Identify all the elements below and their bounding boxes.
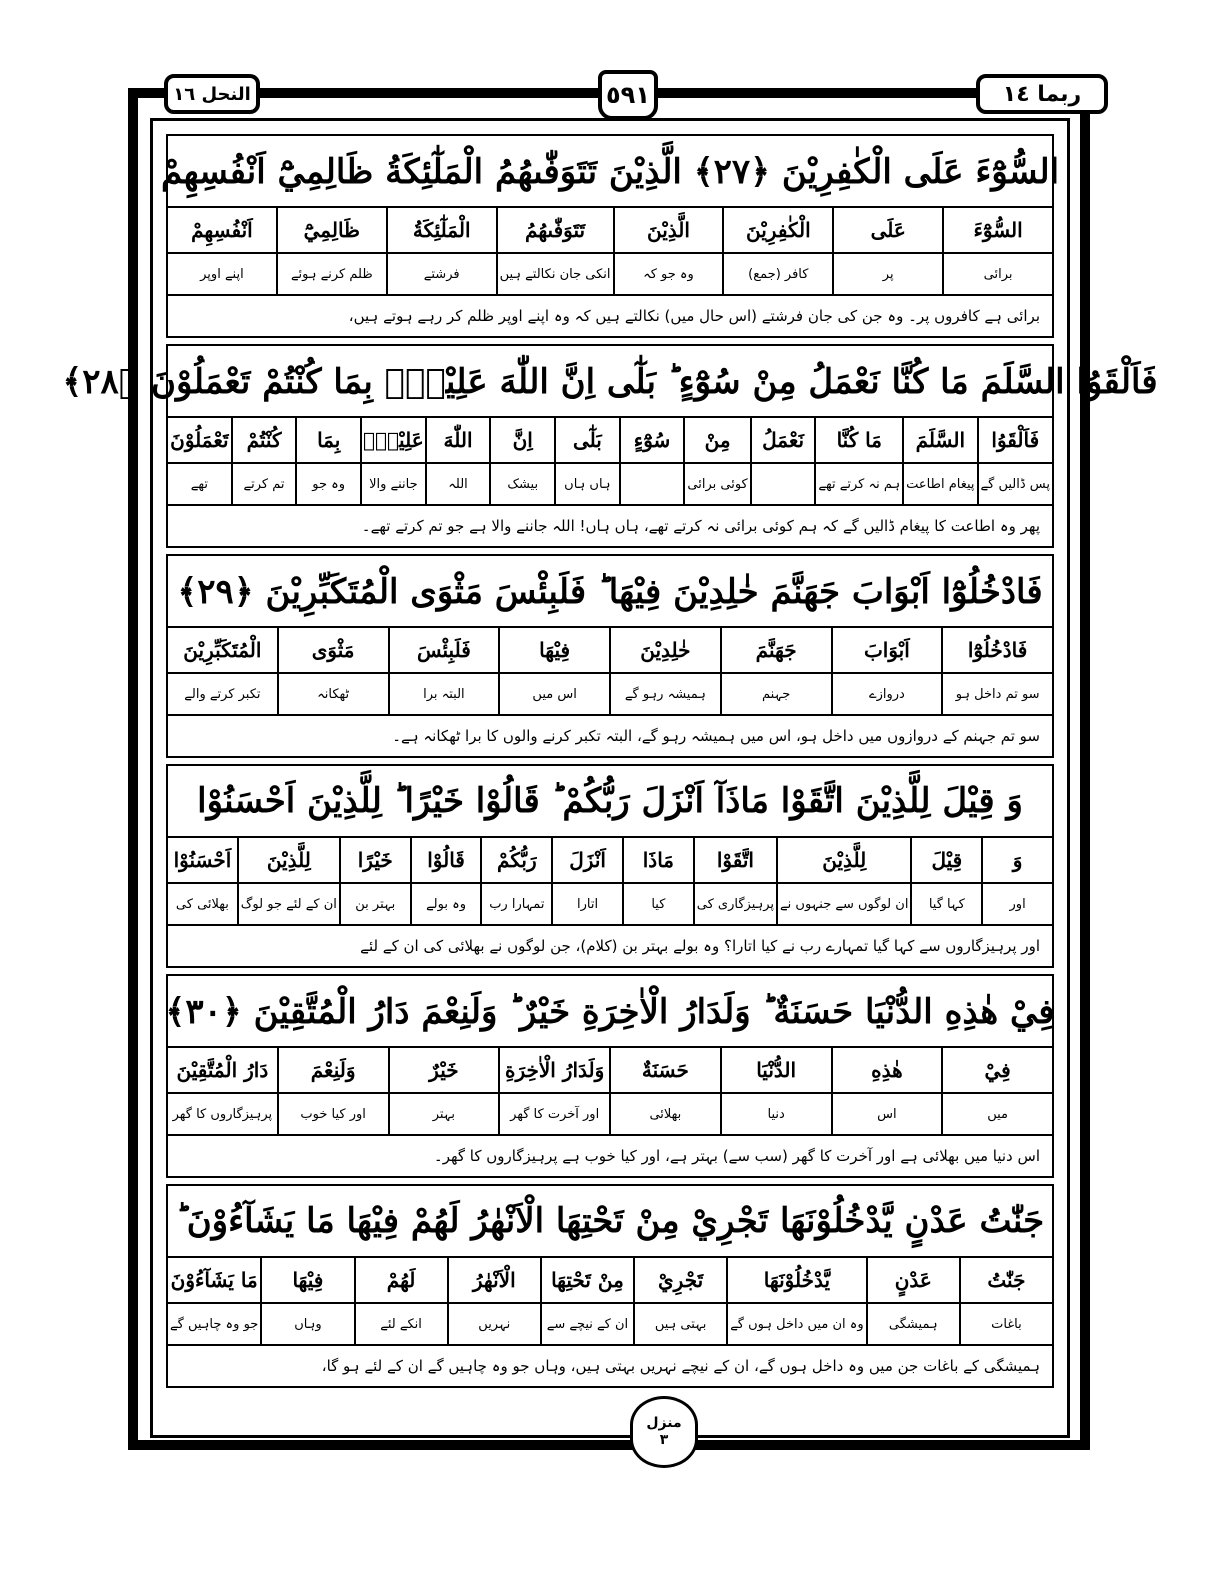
word-meaning: ہمیشگی: [888, 1316, 938, 1332]
translation-text: اور پرہیزگاروں سے کہا گیا تمہارے رب نے کیا اتارا؟ وہ بولے بہتر بن (کلام)، جن لوگوں نے بھلائی کی ان کے لئے: [166, 924, 1054, 968]
word-meaning: اتارا: [577, 896, 599, 912]
word-cell: [339, 838, 410, 924]
word-cell: [910, 838, 981, 924]
arabic-word: قِيْلَ: [912, 838, 981, 884]
word-meaning: البتہ برا: [423, 686, 465, 702]
word-meaning: نہریں: [478, 1316, 511, 1332]
arabic-word: اَنْزَلَ: [553, 838, 622, 884]
word-meaning: سو تم داخل ہو: [955, 686, 1040, 702]
word-meaning: بہتی ہیں: [654, 1316, 707, 1332]
word-meaning: وہ ان میں داخل ہوں گے: [730, 1316, 864, 1332]
word-meaning: اس: [877, 1106, 897, 1122]
verse-block: [166, 554, 1054, 758]
ayah-text: فِيْ هٰذِهِ الدُّنْيَا حَسَنَةٌ ؕ وَلَدَارُ الْاٰخِرَةِ خَيْرٌ ؕ وَلَنِعْمَ دَارُ الْمُتَّقِيْنَ ﴿٣٠﴾: [166, 974, 1054, 1046]
word-meaning: ظلم کرنے ہوئے: [290, 266, 373, 282]
word-cell: [260, 1258, 353, 1344]
ayah-text: السُّوْٓءَ عَلَى الْكٰفِرِيْنَ ﴿٢٧﴾ الَّذِيْنَ تَتَوَفّٰىهُمُ الْمَلٰٓئِكَةُ ظَالِمِيْٓ اَنْفُسِهِمْ: [166, 134, 1054, 206]
arabic-word: وَلَدَارُ الْاٰخِرَةِ: [500, 1048, 609, 1094]
word-meaning: ہم نہ کرتے تھے: [818, 476, 901, 492]
ayah-text: فَادْخُلُوْٓا اَبْوَابَ جَهَنَّمَ خٰلِدِيْنَ فِيْهَا ؕ فَلَبِئْسَ مَثْوَى الْمُتَكَبِّرِيْنَ ﴿٢٩﴾: [166, 554, 1054, 626]
verse-block: [166, 1184, 1054, 1388]
word-cell: [613, 208, 723, 294]
arabic-word: فَاَلْقَوُا: [979, 418, 1052, 464]
arabic-word: السُّوْٓءَ: [944, 208, 1052, 254]
arabic-word: تَجْرِيْ: [635, 1258, 726, 1304]
arabic-word: رَبُّكُمْ: [482, 838, 551, 884]
arabic-word: الْكٰفِرِيْنَ: [724, 208, 832, 254]
word-cell: [633, 1258, 726, 1344]
verse-block: [62, 344, 1158, 548]
word-meaning: پر: [882, 266, 894, 282]
word-meaning: تم کرتے: [243, 476, 285, 492]
word-cell: [720, 628, 831, 714]
word-meaning: بہتر: [432, 1106, 456, 1122]
word-grid: [166, 416, 1054, 504]
arabic-word: ظَالِمِيْٓ: [278, 208, 386, 254]
arabic-word: فِيْ: [943, 1048, 1052, 1094]
word-meaning: کہا گیا: [928, 896, 965, 912]
word-meaning: ہاں ہاں: [564, 476, 611, 492]
word-cell: [726, 1258, 865, 1344]
arabic-word: اتَّقَوْا: [695, 838, 776, 884]
arabic-word: اَبْوَابَ: [833, 628, 942, 674]
word-cell: [410, 838, 481, 924]
arabic-word: اِنَّ: [491, 418, 554, 464]
word-meaning: [752, 464, 815, 504]
arabic-word: فَلَبِئْسَ: [390, 628, 499, 674]
word-grid: [166, 1256, 1054, 1344]
word-cell: [276, 208, 386, 294]
word-meaning: ان کے نیچے سے: [546, 1316, 629, 1332]
word-cell: [168, 418, 231, 504]
word-cell: [750, 418, 815, 504]
arabic-word: الدُّنْيَا: [722, 1048, 831, 1094]
manzil-number: ٣: [659, 1432, 669, 1448]
word-meaning: دروازے: [868, 686, 905, 702]
word-cell: [388, 1048, 499, 1134]
word-cell: [231, 418, 296, 504]
arabic-word: جَنّٰتُ: [961, 1258, 1052, 1304]
arabic-word: سُوْٓءٍ: [621, 418, 684, 464]
arabic-word: الْمُتَكَبِّرِيْنَ: [168, 628, 277, 674]
word-meaning: پرہیزگاروں کا گھر: [172, 1106, 273, 1122]
word-grid: [166, 626, 1054, 714]
word-meaning: ان کے لئے جو لوگ: [240, 896, 337, 912]
word-cell: [277, 1048, 388, 1134]
word-cell: [941, 628, 1052, 714]
arabic-word: تَعْمَلُوْنَ: [168, 418, 231, 464]
verse-block: [166, 764, 1054, 968]
word-cell: [295, 418, 360, 504]
word-cell: [168, 1048, 277, 1134]
arabic-word: لِلَّذِيْنَ: [239, 838, 339, 884]
word-meaning: جو وہ چاہیں گے: [170, 1316, 259, 1332]
translation-text: برائی ہے کافروں پر۔ وہ جن کی جان فرشتے (اس حال میں) نکالتے ہیں کہ وہ اپنے اوپر ظلم کر رہے ہوتے ہیں،: [166, 294, 1054, 338]
word-meaning: بھلائی: [649, 1106, 682, 1122]
page-content: [62, 134, 1158, 1394]
translation-text: ہمیشگی کے باغات جن میں وہ داخل ہوں گے، ان کے نیچے نہریں بہتی ہیں، وہاں جو وہ چاہیں گے ان کے لئے ہو گا،: [166, 1344, 1054, 1388]
word-meaning: وہاں: [294, 1316, 322, 1332]
word-cell: [551, 838, 622, 924]
word-cell: [776, 838, 910, 924]
word-cell: [683, 418, 749, 504]
word-meaning: کافر (جمع): [748, 266, 809, 282]
arabic-word: وَ: [983, 838, 1052, 884]
arabic-word: مِنْ تَحْتِهَا: [542, 1258, 633, 1304]
arabic-word: لِلَّذِيْنَ: [778, 838, 910, 884]
arabic-word: عَدْنٍ: [868, 1258, 959, 1304]
word-meaning: میں: [987, 1106, 1009, 1122]
arabic-word: الْاَنْهٰرُ: [449, 1258, 540, 1304]
word-meaning: فرشتے: [423, 266, 460, 282]
manzil-marker: [630, 1396, 698, 1468]
ayah-text: وَ قِيْلَ لِلَّذِيْنَ اتَّقَوْا مَاذَآ اَنْزَلَ رَبُّكُمْ ؕ قَالُوْا خَيْرًا ؕ لِلَّذِيْنَ اَحْسَنُوْا: [166, 764, 1054, 836]
word-cell: [832, 208, 942, 294]
manzil-label: منزل: [646, 1415, 682, 1432]
arabic-word: خَيْرًا: [341, 838, 410, 884]
word-meaning: اور کیا خوب: [300, 1106, 366, 1122]
word-meaning: وہ بولے: [426, 896, 467, 912]
word-meaning: جہنم: [762, 686, 791, 702]
arabic-word: قَالُوْا: [412, 838, 481, 884]
translation-text: اس دنیا میں بھلائی ہے اور آخرت کا گھر (سب سے) بہتر ہے، اور کیا خوب ہے پرہیزگاروں کا گھر۔: [166, 1134, 1054, 1178]
word-cell: [866, 1258, 959, 1344]
word-cell: [981, 838, 1052, 924]
arabic-word: مَا يَشَآءُوْنَ: [168, 1258, 260, 1304]
arabic-word: يَّدْخُلُوْنَهَا: [728, 1258, 865, 1304]
word-cell: [831, 1048, 942, 1134]
arabic-word: خٰلِدِيْنَ: [611, 628, 720, 674]
word-meaning: پیغام اطاعت: [906, 476, 975, 492]
word-cell: [480, 838, 551, 924]
arabic-word: وَلَنِعْمَ: [279, 1048, 388, 1094]
arabic-word: تَتَوَفّٰىهُمُ: [498, 208, 613, 254]
verse-block: [166, 974, 1054, 1178]
word-meaning: کوئی برائی: [687, 476, 748, 492]
word-cell: [360, 418, 425, 504]
surah-label: النحل ١٦: [164, 74, 260, 114]
arabic-word: مَثْوَى: [279, 628, 388, 674]
word-meaning: انکے لئے: [380, 1316, 422, 1332]
word-cell: [722, 208, 832, 294]
word-meaning: اللہ: [448, 476, 468, 492]
word-grid: [166, 1046, 1054, 1134]
word-cell: [814, 418, 902, 504]
word-cell: [425, 418, 490, 504]
juz-label: ربما ١٤: [976, 74, 1108, 114]
translation-text: پھر وہ اطاعت کا پیغام ڈالیں گے کہ ہم کوئی برائی نہ کرتے تھے، ہاں ہاں! اللہ جاننے والا ہے جو تم کرتے تھے۔: [166, 504, 1054, 548]
word-cell: [388, 628, 499, 714]
word-meaning: پس ڈالیں گے: [980, 476, 1050, 492]
word-cell: [489, 418, 554, 504]
word-cell: [831, 628, 942, 714]
word-meaning: وہ جو: [312, 476, 346, 492]
word-meaning: تھے: [190, 476, 208, 492]
arabic-word: الَّذِيْنَ: [615, 208, 723, 254]
word-grid: [166, 836, 1054, 924]
arabic-word: السَّلَمَ: [904, 418, 976, 464]
word-grid: [166, 206, 1054, 294]
word-cell: [168, 208, 276, 294]
word-meaning: کیا: [651, 896, 666, 912]
arabic-word: عَلِيْمٌۢ: [362, 418, 425, 464]
word-cell: [447, 1258, 540, 1344]
ayah-text: جَنّٰتُ عَدْنٍ يَّدْخُلُوْنَهَا تَجْرِيْ مِنْ تَحْتِهَا الْاَنْهٰرُ لَهُمْ فِيْهَا مَا يَشَآءُوْنَ ؕ: [166, 1184, 1054, 1256]
word-cell: [942, 208, 1052, 294]
arabic-word: بَلٰٓى: [556, 418, 619, 464]
arabic-word: لَهُمْ: [356, 1258, 447, 1304]
arabic-word: مِنْ: [685, 418, 749, 464]
word-cell: [540, 1258, 633, 1344]
word-meaning: وہ جو کہ: [643, 266, 694, 282]
word-cell: [609, 1048, 720, 1134]
arabic-word: مَاذَا: [624, 838, 693, 884]
word-cell: [619, 418, 684, 504]
arabic-word: اَحْسَنُوْا: [168, 838, 237, 884]
arabic-word: دَارُ الْمُتَّقِيْنَ: [168, 1048, 277, 1094]
word-cell: [941, 1048, 1052, 1134]
arabic-word: نَعْمَلُ: [752, 418, 815, 464]
arabic-word: عَلَى: [834, 208, 942, 254]
word-meaning: برائی: [983, 266, 1013, 282]
word-meaning: پرہیزگاری کی: [696, 896, 775, 912]
arabic-word: الْمَلٰٓئِكَةُ: [388, 208, 496, 254]
word-cell: [354, 1258, 447, 1344]
word-cell: [237, 838, 339, 924]
word-meaning: اور آخرت کا گھر: [510, 1106, 600, 1122]
word-cell: [498, 628, 609, 714]
word-cell: [693, 838, 776, 924]
arabic-word: بِمَا: [297, 418, 360, 464]
arabic-word: حَسَنَةٌ: [611, 1048, 720, 1094]
word-cell: [554, 418, 619, 504]
verse-block: [160, 134, 1060, 338]
arabic-word: فَادْخُلُوْٓا: [943, 628, 1052, 674]
word-cell: [622, 838, 693, 924]
word-cell: [959, 1258, 1052, 1344]
word-meaning: باغات: [991, 1316, 1022, 1332]
word-cell: [609, 628, 720, 714]
arabic-word: فِيْهَا: [500, 628, 609, 674]
arabic-word: خَيْرٌ: [390, 1048, 499, 1094]
word-meaning: ٹھکانہ: [317, 686, 350, 702]
word-meaning: تمہارا رب: [489, 896, 545, 912]
word-meaning: دنیا: [767, 1106, 785, 1122]
arabic-word: هٰذِهِ: [833, 1048, 942, 1094]
ayah-text: فَاَلْقَوُا السَّلَمَ مَا كُنَّا نَعْمَلُ مِنْ سُوْٓءٍ ؕ بَلٰٓى اِنَّ اللّٰهَ عَلِيْمٌۢ بِمَا كُنْتُمْ تَعْمَلُوْنَ ﴿٢٨﴾: [166, 344, 1054, 416]
word-cell: [277, 628, 388, 714]
word-cell: [386, 208, 496, 294]
arabic-word: كُنْتُمْ: [233, 418, 296, 464]
word-meaning: اس میں: [532, 686, 577, 702]
word-meaning: ہمیشہ رہو گے: [624, 686, 706, 702]
word-cell: [168, 628, 277, 714]
word-meaning: بہتر بن: [355, 896, 396, 912]
arabic-word: اللّٰهَ: [427, 418, 490, 464]
word-meaning: [621, 464, 684, 504]
page-number: ٥٩١: [598, 70, 658, 120]
word-meaning: انکی جان نکالتے ہیں: [499, 266, 611, 282]
word-cell: [902, 418, 976, 504]
arabic-word: مَا كُنَّا: [816, 418, 902, 464]
arabic-word: فِيْهَا: [262, 1258, 353, 1304]
translation-text: سو تم جہنم کے دروازوں میں داخل ہو، اس میں ہمیشہ رہو گے، البتہ تکبر کرنے والوں کا برا ٹھکانہ ہے۔: [166, 714, 1054, 758]
word-meaning: بیشک: [507, 476, 539, 492]
word-meaning: جاننے والا: [369, 476, 418, 492]
word-cell: [168, 1258, 260, 1344]
word-meaning: بھلائی کی: [175, 896, 229, 912]
word-meaning: اپنے اوپر: [200, 266, 244, 282]
arabic-word: اَنْفُسِهِمْ: [168, 208, 276, 254]
word-cell: [977, 418, 1052, 504]
word-meaning: ان لوگوں سے جنہوں نے: [780, 896, 909, 912]
word-meaning: تکبر کرتے والے: [184, 686, 261, 702]
word-meaning: اور: [1009, 896, 1026, 912]
arabic-word: جَهَنَّمَ: [722, 628, 831, 674]
word-cell: [168, 838, 237, 924]
word-cell: [720, 1048, 831, 1134]
word-cell: [498, 1048, 609, 1134]
word-cell: [496, 208, 613, 294]
